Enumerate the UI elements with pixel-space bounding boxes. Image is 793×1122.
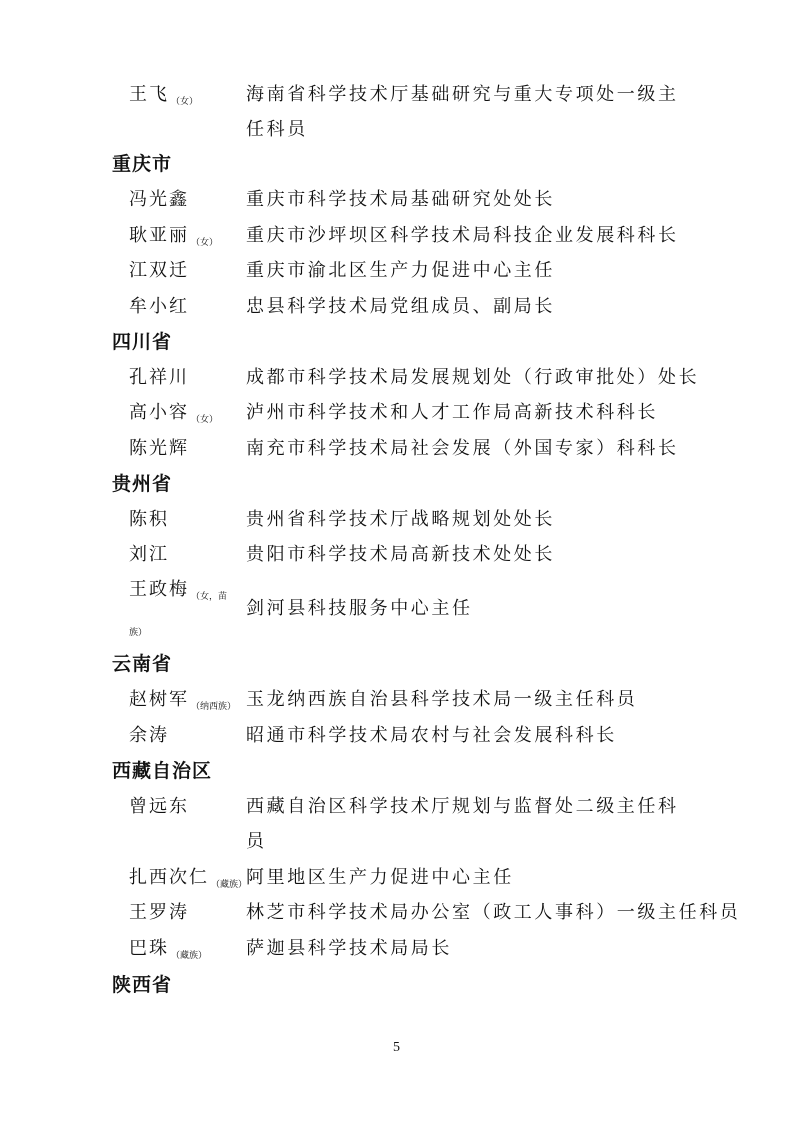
- name-annotation: （纳西族）: [191, 702, 237, 712]
- province-heading: 陕西省: [112, 974, 173, 996]
- person-name: [129, 543, 169, 567]
- name-text: 陈积: [129, 509, 169, 530]
- person-name: [129, 724, 169, 748]
- position-title: 西藏自治区科学技术厅规划与监督处二级主任科: [246, 796, 679, 817]
- name-text: 高小容: [129, 402, 189, 423]
- position-title: 剑河县科技服务中心主任: [246, 598, 473, 619]
- position-title: 昭通市科学技术局农村与社会发展科科长: [246, 725, 617, 746]
- name-text: 王政梅: [129, 579, 189, 600]
- name-annotation: （藏族）: [171, 951, 208, 961]
- person-name: [129, 578, 227, 609]
- name-text: 冯光鑫: [129, 189, 189, 210]
- position-title: 林芝市科学技术局办公室（政工人事科）一级主任科员: [246, 902, 741, 923]
- person-name: [129, 437, 189, 461]
- position-title-continued: 任科员: [246, 119, 308, 140]
- name-annotation: （女，苗: [191, 592, 228, 602]
- position-title: 海南省科学技术厅基础研究与重大专项处一级主: [246, 84, 679, 105]
- name-annotation: （女）: [191, 415, 219, 425]
- name-text: 刘江: [129, 544, 169, 565]
- position-title: 阿里地区生产力促进中心主任: [246, 867, 514, 888]
- province-heading: 西藏自治区: [112, 760, 213, 782]
- name-text: 江双迁: [129, 260, 189, 281]
- name-text: 王罗涛: [129, 902, 189, 923]
- position-title: 玉龙纳西族自治县科学技术局一级主任科员: [246, 689, 638, 710]
- person-name: [129, 937, 207, 968]
- province-heading: 云南省: [112, 653, 173, 675]
- person-name: [129, 866, 247, 897]
- position-title: 贵阳市科学技术局高新技术处处长: [246, 544, 555, 565]
- name-text: 牟小红: [129, 296, 189, 317]
- person-name: [129, 188, 189, 212]
- name-annotation: （藏族）: [211, 880, 248, 890]
- position-title-continued: 员: [246, 831, 267, 852]
- position-title: 重庆市渝北区生产力促进中心主任: [246, 260, 555, 281]
- province-heading: 重庆市: [112, 153, 173, 175]
- person-name: [129, 901, 189, 925]
- person-name: [129, 83, 198, 114]
- name-text: 扎西次仁: [129, 867, 209, 888]
- position-title: 贵州省科学技术厅战略规划处处长: [246, 509, 555, 530]
- name-text: 赵树军: [129, 689, 189, 710]
- person-name: [129, 295, 189, 319]
- position-title: 成都市科学技术局发展规划处（行政审批处）处长: [246, 367, 700, 388]
- name-annotation-continued: 族）: [129, 628, 148, 638]
- name-text: 曾远东: [129, 796, 189, 817]
- name-text: 陈光辉: [129, 438, 189, 459]
- name-text: 巴珠: [129, 938, 169, 959]
- person-name: [129, 688, 236, 719]
- position-title: 重庆市沙坪坝区科学技术局科技企业发展科科长: [246, 225, 679, 246]
- person-name: [129, 508, 169, 532]
- person-name: [129, 366, 189, 390]
- position-title: 萨迦县科学技术局局长: [246, 938, 452, 959]
- position-title: 南充市科学技术局社会发展（外国专家）科科长: [246, 438, 679, 459]
- name-text: 王飞: [129, 84, 169, 105]
- name-text: 余涛: [129, 725, 169, 746]
- name-text: 耿亚丽: [129, 225, 189, 246]
- person-name: [129, 259, 189, 283]
- position-title: 忠县科学技术局党组成员、副局长: [246, 296, 555, 317]
- name-text: 孔祥川: [129, 367, 189, 388]
- name-annotation: （女）: [191, 238, 219, 248]
- person-name: [129, 401, 218, 432]
- page-number: 5: [393, 1040, 400, 1055]
- position-title: 重庆市科学技术局基础研究处处长: [246, 189, 555, 210]
- name-annotation: （女）: [171, 97, 199, 107]
- province-heading: 贵州省: [112, 473, 173, 495]
- province-heading: 四川省: [112, 331, 173, 353]
- person-name: [129, 224, 218, 255]
- person-name: [129, 795, 189, 819]
- position-title: 泸州市科学技术和人才工作局高新技术科科长: [246, 402, 658, 423]
